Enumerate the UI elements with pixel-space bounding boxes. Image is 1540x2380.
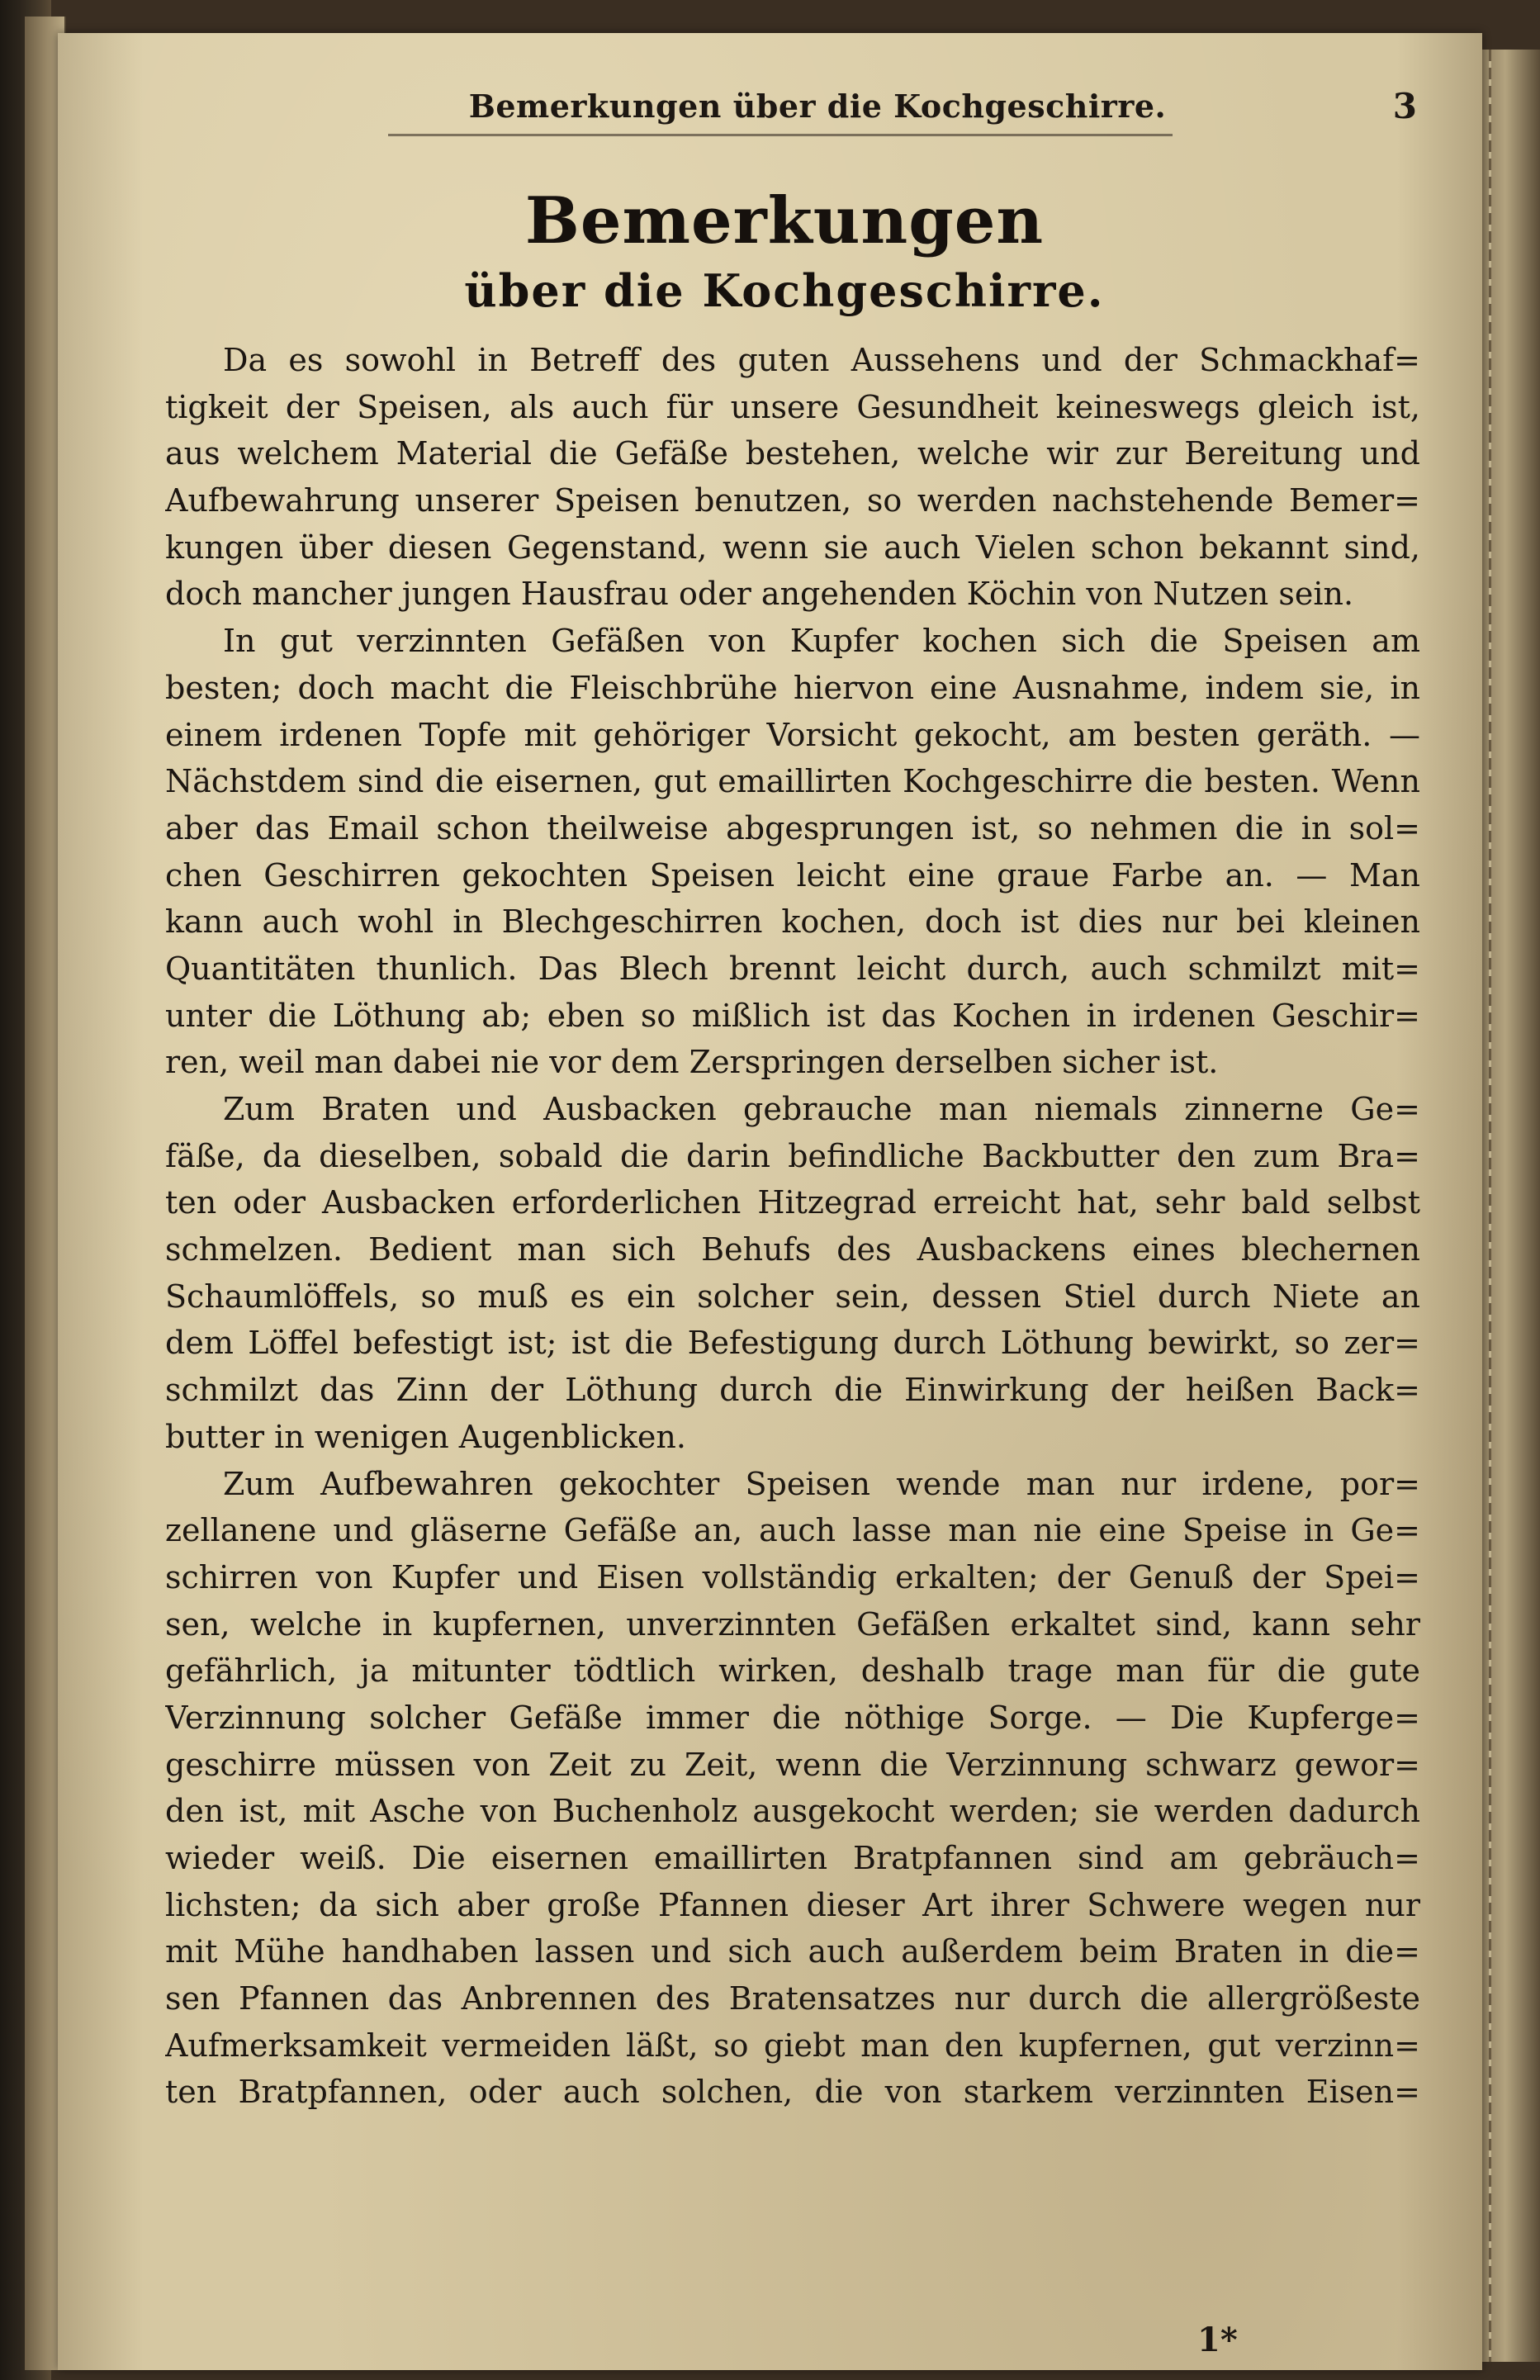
text-line: unter die Löthung ab; eben so mißlich ist das Kochen in irdenen Geschir= [165,997,1420,1034]
text-line: dem Löffel befestigt ist; ist die Befestigung durch Löthung bewirkt, so zer= [165,1325,1420,1362]
text-line: schirren von Kupfer und Eisen vollständig erkalten; der Genuß der Spei= [165,1558,1420,1595]
text-line: Aufbewahrung unserer Speisen benutzen, so werden nachstehende Bemer= [165,482,1420,519]
text-line: tigkeit der Speisen, als auch für unsere Gesundheit keineswegs gleich ist, [165,388,1420,425]
body-text [165,337,1420,2116]
text-line: kungen über diesen Gegenstand, wenn sie auch Vielen schon bekannt sind, [165,529,1420,566]
text-line: ren, weil man dabei nie vor dem Zerspringen derselben sicher ist. [165,1044,1219,1081]
text-line: In gut verzinnten Gefäßen von Kupfer kochen sich die Speisen am [223,623,1420,660]
text-line: lichsten; da sich aber große Pfannen dieser Art ihrer Schwere wegen nur [165,1886,1420,1923]
running-head-title: Bemerkungen über die Kochgeschirre. [468,88,1167,125]
running-head [215,81,1437,139]
text-line: besten; doch macht die Fleischbrühe hiervon eine Ausnahme, indem sie, in [165,669,1420,706]
text-line: aber das Email schon theilweise abgesprungen ist, so nehmen die in sol= [165,809,1420,846]
text-line: Zum Braten und Ausbacken gebrauche man niemals zinnerne Ge= [223,1091,1420,1127]
text-line: butter in wenigen Augenblicken. [165,1418,686,1455]
page-edges-right [1482,50,1540,2362]
text-line: sen, welche in kupfernen, unverzinnten Gefäßen erkaltet sind, kann sehr [165,1605,1420,1643]
text-line: mit Mühe handhaben lassen und sich auch außerdem beim Braten in die= [165,1933,1420,1970]
signature-mark: 1* [1197,2321,1238,2359]
text-line: Quantitäten thunlich. Das Blech brennt leicht durch, auch schmilzt mit= [165,950,1420,987]
text-line: wieder weiß. Die eisernen emaillirten Bratpfannen sind am gebräuch= [165,1840,1420,1876]
text-line: kann auch wohl in Blechgeschirren kochen, doch ist dies nur bei kleinen [165,903,1420,941]
text-line: Schaumlöffels, so muß es ein solcher sein, dessen Stiel durch Niete an [165,1278,1420,1315]
text-line: Da es sowohl in Betreff des guten Aussehens und der Schmackhaf= [223,342,1420,378]
text-line: schmelzen. Bedient man sich Behufs des Ausbackens eines blechernen [165,1231,1420,1268]
text-line: Verzinnung solcher Gefäße immer die nöthige Sorge. — Die Kupferge= [165,1699,1420,1736]
text-line: den ist, mit Asche von Buchenholz ausgekocht werden; sie werden dadurch [165,1793,1420,1830]
text-line: chen Geschirren gekochten Speisen leicht eine graue Farbe an. — Man [165,856,1420,894]
text-line: doch mancher jungen Hausfrau oder angehenden Köchin von Nutzen sein. [165,576,1354,613]
text-line: einem irdenen Topfe mit gehöriger Vorsicht gekocht, am besten geräth. — [165,716,1420,753]
page-number: 3 [1392,86,1417,126]
text-line: fäße, da dieselben, sobald die darin befindliche Backbutter den zum Bra= [165,1137,1420,1174]
text-line: zellanene und gläserne Gefäße an, auch lasse man nie eine Speise in Ge= [165,1512,1420,1549]
text-line: aus welchem Material die Gefäße bestehen, welche wir zur Bereitung und [165,435,1420,472]
text-line: gefährlich, ja mitunter tödtlich wirken, deshalb trage man für die gute [165,1652,1420,1690]
text-line: sen Pfannen das Anbrennen des Bratensatzes nur durch die allergrößeste [165,1980,1420,2017]
text-line: schmilzt das Zinn der Löthung durch die Einwirkung der heißen Back= [165,1372,1420,1409]
text-line: ten oder Ausbacken erforderlichen Hitzegrad erreicht hat, sehr bald selbst [165,1184,1420,1221]
chapter-title: Bemerkungen [524,183,1045,258]
header-rule [388,134,1173,136]
text-line: Zum Aufbewahren gekochter Speisen wende man nur irdene, por= [223,1465,1420,1502]
text-line: Nächstdem sind die eisernen, gut emaillirten Kochgeschirre die besten. Wenn [165,763,1420,800]
chapter-subtitle: über die Kochgeschirre. [464,264,1105,317]
text-line: geschirre müssen von Zeit zu Zeit, wenn die Verzinnung schwarz gewor= [165,1746,1420,1783]
text-line: ten Bratpfannen, oder auch solchen, die von starkem verzinnten Eisen= [165,2074,1420,2111]
text-line: Aufmerksamkeit vermeiden läßt, so giebt man den kupfernen, gut verzinn= [165,2027,1420,2064]
